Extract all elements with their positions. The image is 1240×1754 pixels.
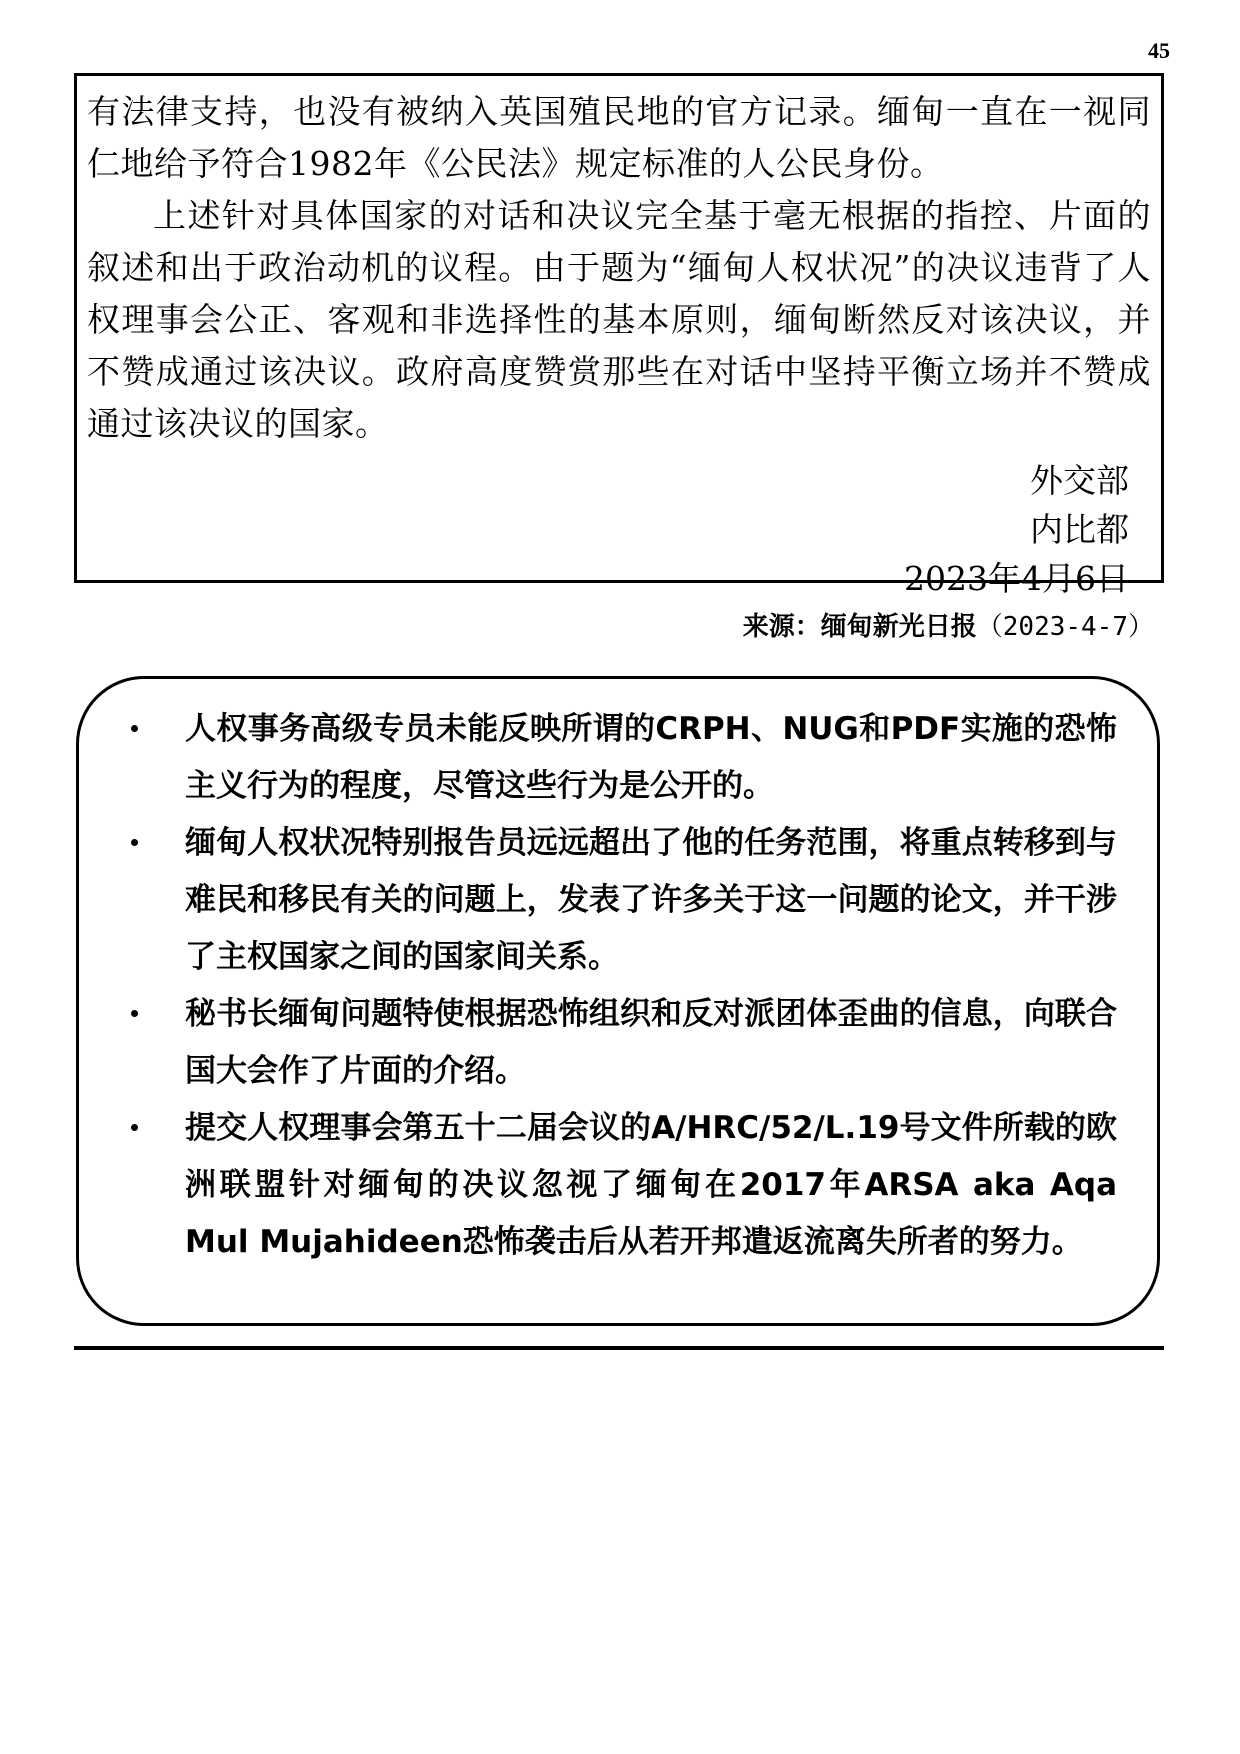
source-label: 来源：缅甸新光日报 (742, 612, 977, 642)
highlight-text: 缅甸人权状况特别报告员远远超出了他的任务范围，将重点转移到与难民和移民有关的问题上，发表了许多关于这一问题的论文，并干涉了主权国家之间的国家间关系。 (185, 825, 1117, 975)
signature-city: 内比都 (1030, 510, 1129, 549)
statement-paragraph-main: 上述针对具体国家的对话和决议完全基于毫无根据的指控、片面的叙述和出于政治动机的议程。由于题为“缅甸人权状况”的决议违背了人权理事会公正、客观和非选择性的基本原则，缅甸断然反对该决议，并不赞成通过该决议。政府高度赞赏那些在对话中坚持平衡立场并不赞成通过该决议的国家。 (87, 196, 1151, 443)
statement-paragraph-continuation: 有法律支持，也没有被纳入英国殖民地的官方记录。缅甸一直在一视同仁地给予符合1982年《公民法》规定标准的人公民身份。 (87, 92, 1151, 183)
bullet-icon (131, 1010, 138, 1017)
bullet-icon (131, 839, 138, 846)
highlight-text: 提交人权理事会第五十二届会议的A/HRC/52/L.19号文件所载的欧洲联盟针对缅甸的决议忽视了缅甸在2017年ARSA aka Aqa Mul Mujahideen恐怖袭击后从若开邦遣返流离失所者的努力。 (185, 1110, 1117, 1260)
source-citation (743, 606, 1154, 643)
signature-ministry: 外交部 (1030, 461, 1129, 500)
highlight-item (117, 1100, 1117, 1271)
highlights-box (76, 676, 1160, 1326)
bullet-icon (131, 1124, 138, 1131)
statement-signature (87, 456, 1151, 603)
bullet-icon (131, 725, 138, 732)
page-number: 45 (1148, 38, 1170, 63)
highlight-text: 秘书长缅甸问题特使根据恐怖组织和反对派团体歪曲的信息，向联合国大会作了片面的介绍。 (185, 996, 1117, 1089)
highlights-list (117, 701, 1117, 1271)
highlight-item (117, 815, 1117, 986)
highlight-item (117, 701, 1117, 815)
statement-box (74, 73, 1164, 598)
source-date: （2023-4-7） (976, 612, 1154, 642)
signature-date: 2023年4月6日 (904, 559, 1129, 598)
bottom-divider (74, 1346, 1164, 1350)
highlight-text: 人权事务高级专员未能反映所谓的CRPH、NUG和PDF实施的恐怖主义行为的程度，尽管这些行为是公开的。 (185, 711, 1117, 804)
highlight-item (117, 986, 1117, 1100)
